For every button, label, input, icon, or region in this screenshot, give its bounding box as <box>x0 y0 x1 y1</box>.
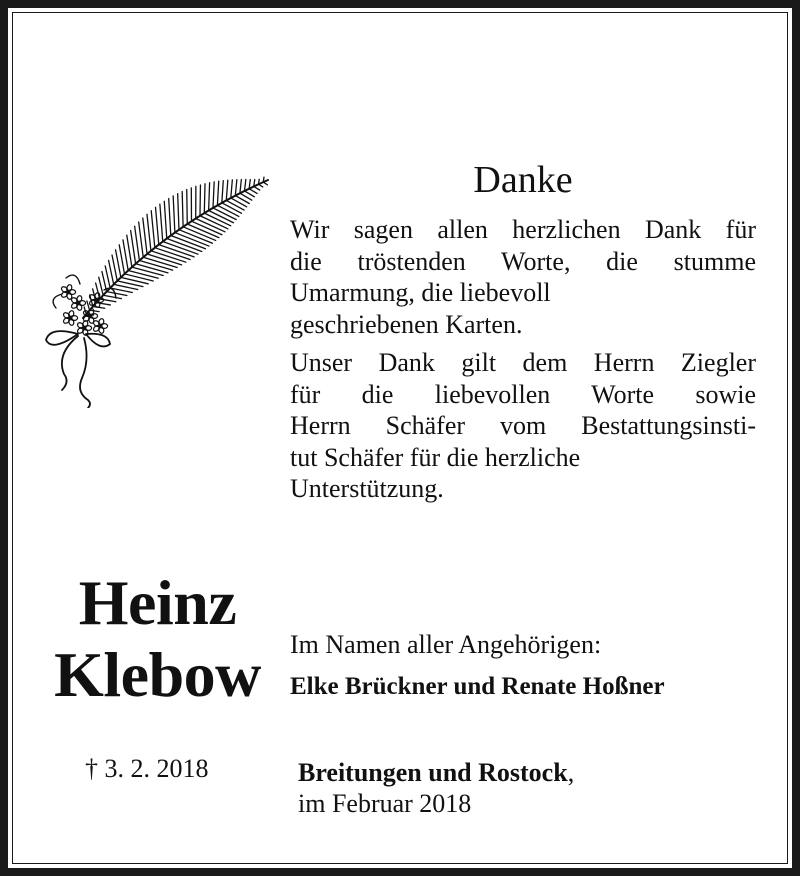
text-line: Umarmung, die liebevoll <box>290 278 551 307</box>
death-date: † 3. 2. 2018 <box>85 754 209 783</box>
text-line: geschriebenen Karten. <box>290 309 523 339</box>
place-line <box>298 758 574 788</box>
deceased-last-name: Klebow <box>54 639 261 710</box>
signers-names: Elke Brückner und Renate Hoßner <box>290 673 665 700</box>
text-line: für die liebevollen Worte sowie <box>290 379 756 409</box>
place-suffix: , <box>567 758 575 787</box>
feather-with-flowers-icon <box>38 168 278 408</box>
text-line: die tröstenden Worte, die stumme <box>290 246 756 276</box>
thanks-paragraph-2 <box>290 347 756 505</box>
on-behalf-text: Im Namen aller Angehörigen: <box>290 630 602 659</box>
text-line: Unser Dank gilt dem Herrn Ziegler <box>290 348 756 377</box>
text-line: Herrn Schäfer vom Bestattungsinsti- <box>290 411 756 440</box>
text-line: Unterstützung. <box>290 474 444 503</box>
notice-title: Danke <box>473 159 573 201</box>
date-line: im Februar 2018 <box>298 789 472 818</box>
text-line: Wir sagen allen herzlichen Dank für <box>290 215 756 244</box>
text-line: tut Schäfer für die herzliche <box>290 442 581 472</box>
thanks-paragraph-1 <box>290 214 756 340</box>
place-name: Breitungen und Rostock <box>298 758 568 787</box>
deceased-first-name: Heinz <box>78 567 237 638</box>
